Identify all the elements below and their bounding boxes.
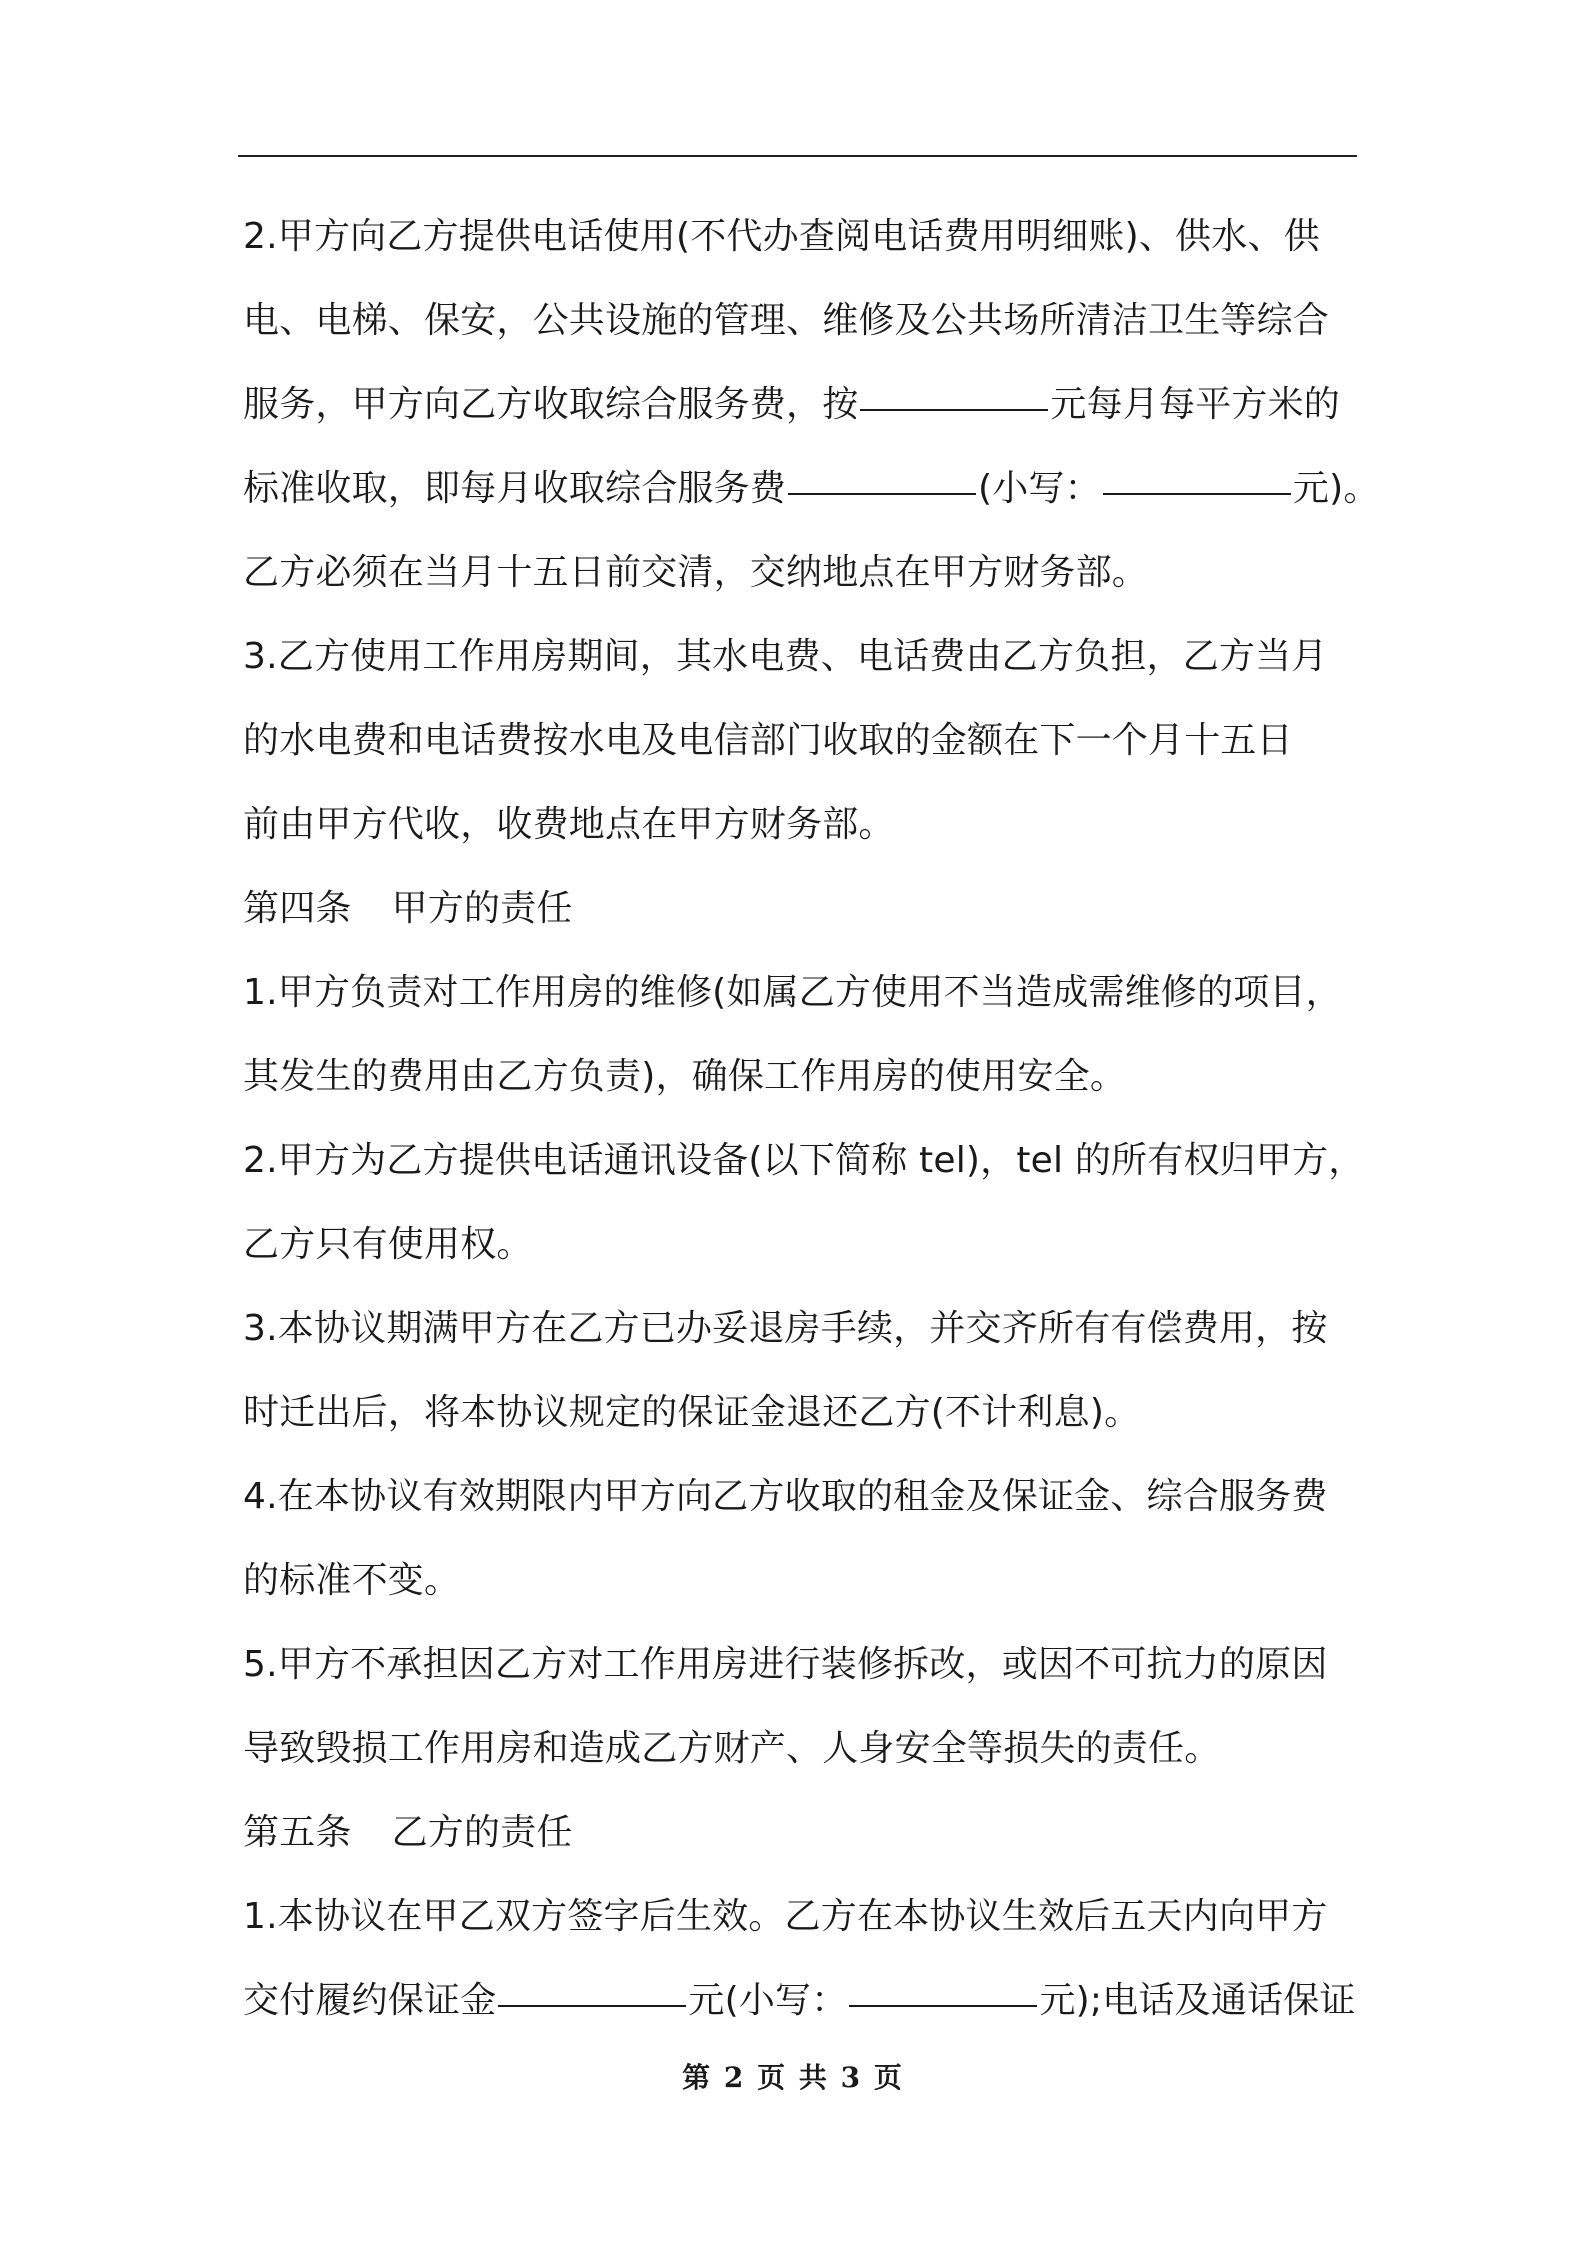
fill-in-blank[interactable] <box>860 408 1048 411</box>
text-line <box>243 447 1379 531</box>
text-segment: 元(小写： <box>688 1980 848 2021</box>
text-line: 2.甲方为乙方提供电话通讯设备(以下简称 tel)，tel 的所有权归甲方， <box>243 1140 1365 1181</box>
text-line: 4.在本协议有效期限内甲方向乙方收取的租金及保证金、综合服务费 <box>243 1476 1328 1517</box>
text-segment: 交付履约保证金 <box>243 1980 497 2021</box>
section-title: 乙方的责任 <box>391 1812 573 1853</box>
text-segment: 服务，甲方向乙方收取综合服务费，按 <box>243 384 859 425</box>
document-body <box>243 195 1379 2043</box>
text-line: 3.乙方使用工作用房期间，其水电费、电话费由乙方负担，乙方当月 <box>243 636 1328 677</box>
text-line: 导致毁损工作用房和造成乙方财产、人身安全等损失的责任。 <box>243 1728 1221 1769</box>
text-segment: 元每月每平方米的 <box>1050 384 1341 425</box>
text-line: 乙方必须在当月十五日前交清，交纳地点在甲方财务部。 <box>243 552 1149 593</box>
text-line: 的标准不变。 <box>243 1560 461 1601</box>
text-line: 乙方只有使用权。 <box>243 1224 533 1265</box>
text-line: 前由甲方代收，收费地点在甲方财务部。 <box>243 804 895 845</box>
fill-in-blank[interactable] <box>849 2004 1037 2007</box>
text-segment: 元);电话及通话保证 <box>1039 1980 1356 2021</box>
page-number-footer: 第 2 页 共 3 页 <box>682 2061 904 2094</box>
fill-in-blank[interactable] <box>1103 492 1291 495</box>
section-heading <box>243 1791 1379 1875</box>
text-line: 3.本协议期满甲方在乙方已办妥退房手续，并交齐所有有偿费用，按 <box>243 1308 1328 1349</box>
text-line: 2.甲方向乙方提供电话使用(不代办查阅电话费用明细账)、供水、供 <box>243 216 1320 257</box>
text-line: 1.甲方负责对工作用房的维修(如属乙方使用不当造成需维修的项目， <box>243 972 1342 1013</box>
section-number: 第五条 <box>243 1812 352 1853</box>
text-segment: 标准收取，即每月收取综合服务费 <box>243 468 787 509</box>
text-line: 1.本协议在甲乙双方签字后生效。乙方在本协议生效后五天内向甲方 <box>243 1896 1328 1937</box>
text-line <box>243 363 1379 447</box>
section-title: 甲方的责任 <box>391 888 573 929</box>
text-line: 时迁出后，将本协议规定的保证金退还乙方(不计利息)。 <box>243 1392 1141 1433</box>
text-line: 电、电梯、保安，公共设施的管理、维修及公共场所清洁卫生等综合 <box>243 300 1330 341</box>
section-number: 第四条 <box>243 888 352 929</box>
text-line: 5.甲方不承担因乙方对工作用房进行装修拆改，或因不可抗力的原因 <box>243 1644 1328 1685</box>
text-segment: (小写： <box>978 468 1101 509</box>
fill-in-blank[interactable] <box>498 2004 686 2007</box>
section-heading <box>243 867 1379 951</box>
text-line: 的水电费和电话费按水电及电信部门收取的金额在下一个月十五日 <box>243 720 1293 761</box>
text-segment: 元)。 <box>1292 468 1380 509</box>
header-rule <box>238 155 1357 157</box>
fill-in-blank[interactable] <box>788 492 976 495</box>
text-line: 其发生的费用由乙方负责)，确保工作用房的使用安全。 <box>243 1056 1127 1097</box>
text-line <box>243 1959 1379 2043</box>
